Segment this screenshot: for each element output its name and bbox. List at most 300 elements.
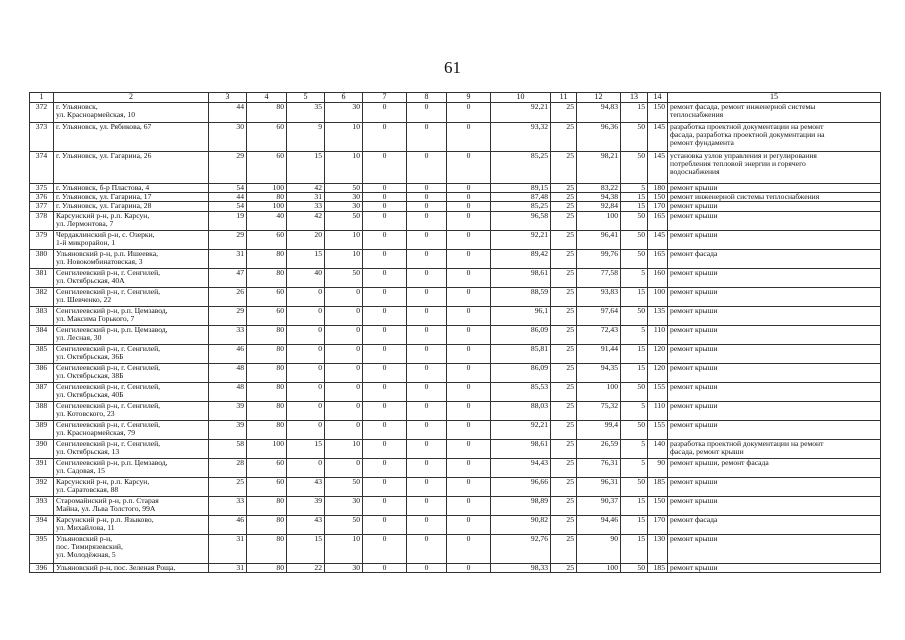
cell-col-8: 0: [407, 382, 447, 401]
column-number-4: 4: [247, 93, 287, 103]
cell-col-6: 50: [325, 268, 363, 287]
cell-col-6: 50: [325, 211, 363, 230]
cell-col-8: 0: [407, 325, 447, 344]
cell-col-13: 50: [621, 420, 648, 439]
cell-col-3: 58: [209, 439, 247, 458]
cell-col-11: 25: [551, 439, 577, 458]
cell-col-14: 145: [648, 123, 668, 152]
cell-col-10: 85,53: [491, 382, 551, 401]
cell-col-12: 72,43: [577, 325, 621, 344]
page-number: 61: [444, 58, 461, 77]
cell-col-8: 0: [407, 344, 447, 363]
table-row: [30, 184, 881, 193]
column-number-14: 14: [648, 93, 668, 103]
cell-col-4: 100: [247, 202, 287, 211]
cell-work-type: ремонт крыши: [668, 477, 881, 496]
cell-col-4: 60: [247, 306, 287, 325]
cell-col-14: 170: [648, 515, 668, 534]
column-number-2: 2: [54, 93, 209, 103]
table-row: [30, 477, 881, 496]
cell-col-6: 0: [325, 325, 363, 344]
cell-row-number: 382: [30, 287, 54, 306]
cell-col-8: 0: [407, 496, 447, 515]
cell-work-type: ремонт крыши: [668, 563, 881, 572]
cell-row-number: 376: [30, 193, 54, 202]
cell-col-6: 0: [325, 363, 363, 382]
cell-col-4: 80: [247, 363, 287, 382]
cell-col-14: 160: [648, 268, 668, 287]
cell-col-6: 10: [325, 249, 363, 268]
cell-col-9: 0: [447, 420, 491, 439]
cell-col-4: 80: [247, 382, 287, 401]
cell-col-9: 0: [447, 202, 491, 211]
cell-address: Чердаклинский р-н, с. Озерки, 1-й микрорайон, 1: [54, 230, 209, 249]
cell-row-number: 386: [30, 363, 54, 382]
cell-col-12: 99,4: [577, 420, 621, 439]
table-row: [30, 420, 881, 439]
cell-col-10: 98,61: [491, 439, 551, 458]
cell-col-3: 47: [209, 268, 247, 287]
cell-col-10: 88,03: [491, 401, 551, 420]
table-row: [30, 496, 881, 515]
column-number-row: [30, 93, 881, 103]
cell-col-7: 0: [363, 184, 407, 193]
cell-col-13: 15: [621, 103, 648, 123]
cell-address: Сенгилеевский р-н, р.п. Цемзавод, ул. Садовая, 15: [54, 458, 209, 477]
cell-col-8: 0: [407, 184, 447, 193]
cell-work-type: ремонт крыши: [668, 420, 881, 439]
cell-col-12: 94,38: [577, 193, 621, 202]
cell-col-12: 100: [577, 382, 621, 401]
cell-col-13: 5: [621, 401, 648, 420]
cell-col-7: 0: [363, 123, 407, 152]
cell-work-type: разработка проектной документации на ремонт фасада, ремонт крыши: [668, 439, 881, 458]
cell-col-3: 46: [209, 344, 247, 363]
cell-col-7: 0: [363, 202, 407, 211]
cell-col-14: 145: [648, 152, 668, 184]
cell-col-7: 0: [363, 306, 407, 325]
cell-row-number: 380: [30, 249, 54, 268]
cell-col-6: 30: [325, 496, 363, 515]
cell-row-number: 389: [30, 420, 54, 439]
cell-col-14: 120: [648, 363, 668, 382]
cell-col-5: 31: [287, 193, 325, 202]
cell-col-13: 50: [621, 152, 648, 184]
cell-col-8: 0: [407, 211, 447, 230]
cell-col-13: 50: [621, 477, 648, 496]
cell-col-9: 0: [447, 382, 491, 401]
cell-address: г. Ульяновск, ул. Гагарина, 26: [54, 152, 209, 184]
cell-col-13: 5: [621, 439, 648, 458]
cell-col-10: 87,48: [491, 193, 551, 202]
cell-col-4: 60: [247, 477, 287, 496]
cell-col-13: 5: [621, 458, 648, 477]
table-row: [30, 439, 881, 458]
table-row: [30, 152, 881, 184]
cell-col-5: 0: [287, 287, 325, 306]
cell-col-14: 135: [648, 306, 668, 325]
cell-col-7: 0: [363, 534, 407, 563]
cell-col-11: 25: [551, 230, 577, 249]
cell-col-11: 25: [551, 382, 577, 401]
cell-col-10: 86,09: [491, 363, 551, 382]
cell-col-4: 60: [247, 123, 287, 152]
cell-row-number: 390: [30, 439, 54, 458]
cell-col-5: 0: [287, 344, 325, 363]
cell-row-number: 375: [30, 184, 54, 193]
cell-col-4: 40: [247, 211, 287, 230]
cell-col-10: 92,21: [491, 230, 551, 249]
cell-col-11: 25: [551, 401, 577, 420]
cell-col-10: 89,15: [491, 184, 551, 193]
cell-address: Карсунский р-н, р.п. Карсун, ул. Лермонтова, 7: [54, 211, 209, 230]
table-row: [30, 306, 881, 325]
cell-col-12: 26,59: [577, 439, 621, 458]
cell-col-4: 100: [247, 184, 287, 193]
cell-col-11: 25: [551, 420, 577, 439]
table-row: [30, 211, 881, 230]
cell-col-12: 90,37: [577, 496, 621, 515]
cell-col-9: 0: [447, 268, 491, 287]
cell-work-type: разработка проектной документации на ремонт фасада, разработка проектной документации на ремонт фундамента: [668, 123, 881, 152]
cell-col-9: 0: [447, 563, 491, 572]
cell-col-8: 0: [407, 477, 447, 496]
cell-col-11: 25: [551, 268, 577, 287]
cell-col-5: 20: [287, 230, 325, 249]
cell-col-5: 15: [287, 249, 325, 268]
cell-col-3: 31: [209, 249, 247, 268]
cell-work-type: ремонт крыши: [668, 230, 881, 249]
cell-col-9: 0: [447, 496, 491, 515]
cell-col-8: 0: [407, 401, 447, 420]
cell-col-6: 10: [325, 439, 363, 458]
cell-col-13: 50: [621, 249, 648, 268]
cell-col-9: 0: [447, 123, 491, 152]
cell-work-type: ремонт фасада, ремонт инженерной системы теплоснабжения: [668, 103, 881, 123]
cell-col-11: 25: [551, 325, 577, 344]
cell-address: г. Ульяновск, ул. Гагарина, 28: [54, 202, 209, 211]
cell-col-10: 88,59: [491, 287, 551, 306]
cell-col-3: 29: [209, 152, 247, 184]
cell-col-3: 44: [209, 193, 247, 202]
cell-row-number: 387: [30, 382, 54, 401]
cell-col-3: 39: [209, 401, 247, 420]
column-number-9: 9: [447, 93, 491, 103]
cell-work-type: установка узлов управления и регулирования потребления тепловой энергии и горячего водоснабжения: [668, 152, 881, 184]
cell-col-12: 98,21: [577, 152, 621, 184]
cell-col-12: 94,35: [577, 363, 621, 382]
cell-col-3: 25: [209, 477, 247, 496]
cell-row-number: 383: [30, 306, 54, 325]
cell-col-13: 50: [621, 382, 648, 401]
cell-col-5: 0: [287, 325, 325, 344]
cell-col-13: 50: [621, 306, 648, 325]
cell-col-5: 40: [287, 268, 325, 287]
cell-address: г. Ульяновск, ул. Гагарина, 17: [54, 193, 209, 202]
cell-col-14: 170: [648, 202, 668, 211]
cell-address: Сенгилеевский р-н, г. Сенгилей, ул. Котовского, 23: [54, 401, 209, 420]
cell-col-3: 29: [209, 230, 247, 249]
cell-work-type: ремонт фасада: [668, 515, 881, 534]
cell-col-4: 80: [247, 420, 287, 439]
cell-col-8: 0: [407, 439, 447, 458]
cell-col-4: 80: [247, 401, 287, 420]
table-row: [30, 401, 881, 420]
cell-col-9: 0: [447, 184, 491, 193]
cell-col-8: 0: [407, 202, 447, 211]
cell-col-3: 26: [209, 287, 247, 306]
cell-col-12: 96,36: [577, 123, 621, 152]
cell-col-13: 50: [621, 211, 648, 230]
cell-col-3: 54: [209, 202, 247, 211]
cell-col-10: 98,33: [491, 563, 551, 572]
cell-row-number: 391: [30, 458, 54, 477]
table-row: [30, 249, 881, 268]
cell-col-3: 28: [209, 458, 247, 477]
cell-col-13: 15: [621, 193, 648, 202]
cell-col-10: 98,89: [491, 496, 551, 515]
cell-col-11: 25: [551, 287, 577, 306]
cell-col-14: 110: [648, 401, 668, 420]
cell-col-7: 0: [363, 458, 407, 477]
cell-col-8: 0: [407, 193, 447, 202]
cell-col-10: 89,42: [491, 249, 551, 268]
cell-col-12: 83,22: [577, 184, 621, 193]
cell-col-6: 10: [325, 534, 363, 563]
column-number-6: 6: [325, 93, 363, 103]
cell-row-number: 385: [30, 344, 54, 363]
cell-col-3: 33: [209, 325, 247, 344]
cell-address: Сенгилеевский р-н, г. Сенгилей, ул. Октябрьская, 36Б: [54, 344, 209, 363]
cell-col-8: 0: [407, 268, 447, 287]
cell-address: Сенгилеевский р-н, г. Сенгилей, ул. Октябрьская, 40Б: [54, 382, 209, 401]
cell-col-11: 25: [551, 202, 577, 211]
cell-work-type: ремонт фасада: [668, 249, 881, 268]
cell-address: г. Ульяновск, ул. Рябикова, 67: [54, 123, 209, 152]
cell-col-3: 29: [209, 306, 247, 325]
cell-col-7: 0: [363, 211, 407, 230]
cell-col-7: 0: [363, 420, 407, 439]
cell-col-10: 85,25: [491, 202, 551, 211]
table-row: [30, 325, 881, 344]
cell-col-3: 54: [209, 184, 247, 193]
cell-col-11: 25: [551, 563, 577, 572]
cell-address: Ульяновский р-н, р.п. Ишеевка, ул. Новокомбинатовская, 3: [54, 249, 209, 268]
cell-col-10: 96,58: [491, 211, 551, 230]
cell-col-6: 0: [325, 344, 363, 363]
cell-work-type: ремонт крыши: [668, 382, 881, 401]
cell-col-7: 0: [363, 193, 407, 202]
cell-col-12: 99,76: [577, 249, 621, 268]
cell-col-10: 94,43: [491, 458, 551, 477]
cell-col-5: 22: [287, 563, 325, 572]
cell-work-type: ремонт крыши, ремонт фасада: [668, 458, 881, 477]
cell-col-5: 9: [287, 123, 325, 152]
cell-col-14: 185: [648, 563, 668, 572]
cell-col-4: 80: [247, 563, 287, 572]
cell-col-8: 0: [407, 515, 447, 534]
cell-work-type: ремонт крыши: [668, 287, 881, 306]
cell-col-4: 60: [247, 230, 287, 249]
table-row: [30, 458, 881, 477]
cell-col-9: 0: [447, 211, 491, 230]
cell-row-number: 372: [30, 103, 54, 123]
cell-col-13: 50: [621, 563, 648, 572]
cell-col-12: 77,58: [577, 268, 621, 287]
cell-work-type: ремонт крыши: [668, 202, 881, 211]
cell-col-12: 91,44: [577, 344, 621, 363]
cell-col-4: 80: [247, 344, 287, 363]
cell-col-8: 0: [407, 306, 447, 325]
cell-col-12: 97,64: [577, 306, 621, 325]
cell-col-14: 150: [648, 193, 668, 202]
table-body: [30, 103, 881, 573]
cell-col-13: 5: [621, 325, 648, 344]
cell-row-number: 384: [30, 325, 54, 344]
cell-col-8: 0: [407, 152, 447, 184]
cell-col-10: 93,32: [491, 123, 551, 152]
column-number-3: 3: [209, 93, 247, 103]
cell-row-number: 377: [30, 202, 54, 211]
cell-col-7: 0: [363, 287, 407, 306]
cell-col-7: 0: [363, 230, 407, 249]
cell-col-7: 0: [363, 401, 407, 420]
cell-row-number: 392: [30, 477, 54, 496]
table-row: [30, 230, 881, 249]
cell-col-3: 44: [209, 103, 247, 123]
cell-col-4: 80: [247, 268, 287, 287]
cell-col-13: 15: [621, 496, 648, 515]
cell-col-4: 60: [247, 152, 287, 184]
cell-col-8: 0: [407, 420, 447, 439]
cell-col-9: 0: [447, 363, 491, 382]
cell-col-8: 0: [407, 287, 447, 306]
cell-col-11: 25: [551, 103, 577, 123]
cell-col-12: 75,32: [577, 401, 621, 420]
cell-col-5: 0: [287, 306, 325, 325]
cell-address: Ульяновский р-н, пос. Тимирязевский, ул. Молодёжная, 5: [54, 534, 209, 563]
cell-col-13: 15: [621, 344, 648, 363]
cell-col-4: 80: [247, 193, 287, 202]
cell-row-number: 393: [30, 496, 54, 515]
cell-row-number: 381: [30, 268, 54, 287]
cell-col-14: 110: [648, 325, 668, 344]
cell-col-14: 130: [648, 534, 668, 563]
cell-col-10: 92,21: [491, 103, 551, 123]
cell-col-5: 0: [287, 420, 325, 439]
cell-col-7: 0: [363, 382, 407, 401]
cell-work-type: ремонт крыши: [668, 534, 881, 563]
cell-col-3: 48: [209, 363, 247, 382]
cell-address: Ульяновский р-н, пос. Зеленая Роща,: [54, 563, 209, 572]
cell-address: Сенгилеевский р-н, р.п. Цемзавод, ул. Максима Горького, 7: [54, 306, 209, 325]
cell-col-9: 0: [447, 439, 491, 458]
cell-col-11: 25: [551, 534, 577, 563]
cell-col-5: 42: [287, 184, 325, 193]
cell-col-6: 0: [325, 287, 363, 306]
cell-col-11: 25: [551, 363, 577, 382]
cell-work-type: ремонт крыши: [668, 344, 881, 363]
cell-col-5: 15: [287, 439, 325, 458]
cell-col-8: 0: [407, 563, 447, 572]
table-row: [30, 363, 881, 382]
cell-col-13: 50: [621, 230, 648, 249]
cell-col-7: 0: [363, 439, 407, 458]
cell-col-12: 94,46: [577, 515, 621, 534]
cell-work-type: ремонт инженерной системы теплоснабжения: [668, 193, 881, 202]
table-row: [30, 534, 881, 563]
cell-col-11: 25: [551, 249, 577, 268]
cell-address: Сенгилеевский р-н, г. Сенгилей, ул. Октябрьская, 40А: [54, 268, 209, 287]
cell-col-14: 145: [648, 230, 668, 249]
cell-row-number: 374: [30, 152, 54, 184]
table-row: [30, 103, 881, 123]
cell-address: Карсунский р-н, р.п. Языково, ул. Михайлова, 11: [54, 515, 209, 534]
cell-col-10: 86,09: [491, 325, 551, 344]
table-row: [30, 563, 881, 572]
cell-col-6: 50: [325, 515, 363, 534]
cell-col-8: 0: [407, 103, 447, 123]
column-number-1: 1: [30, 93, 54, 103]
cell-col-8: 0: [407, 458, 447, 477]
cell-col-14: 120: [648, 344, 668, 363]
column-number-7: 7: [363, 93, 407, 103]
cell-col-3: 19: [209, 211, 247, 230]
table-row: [30, 382, 881, 401]
cell-col-11: 25: [551, 344, 577, 363]
cell-col-7: 0: [363, 477, 407, 496]
cell-col-10: 85,25: [491, 152, 551, 184]
cell-col-11: 25: [551, 477, 577, 496]
cell-col-5: 35: [287, 103, 325, 123]
cell-work-type: ремонт крыши: [668, 325, 881, 344]
cell-col-14: 90: [648, 458, 668, 477]
cell-col-11: 25: [551, 306, 577, 325]
cell-col-5: 33: [287, 202, 325, 211]
cell-col-11: 25: [551, 123, 577, 152]
cell-col-6: 30: [325, 103, 363, 123]
cell-col-8: 0: [407, 534, 447, 563]
cell-col-4: 80: [247, 496, 287, 515]
cell-col-3: 30: [209, 123, 247, 152]
cell-col-8: 0: [407, 123, 447, 152]
cell-col-11: 25: [551, 515, 577, 534]
cell-col-10: 96,66: [491, 477, 551, 496]
cell-col-8: 0: [407, 363, 447, 382]
cell-col-12: 76,31: [577, 458, 621, 477]
cell-work-type: ремонт крыши: [668, 184, 881, 193]
cell-col-12: 100: [577, 563, 621, 572]
cell-col-11: 25: [551, 211, 577, 230]
cell-col-13: 5: [621, 184, 648, 193]
cell-col-7: 0: [363, 496, 407, 515]
cell-col-12: 96,31: [577, 477, 621, 496]
cell-col-4: 80: [247, 249, 287, 268]
cell-col-9: 0: [447, 306, 491, 325]
cell-work-type: ремонт крыши: [668, 268, 881, 287]
cell-address: Сенгилеевский р-н, г. Сенгилей, ул. Шевченко, 22: [54, 287, 209, 306]
cell-col-6: 10: [325, 152, 363, 184]
cell-work-type: ремонт крыши: [668, 401, 881, 420]
cell-col-9: 0: [447, 249, 491, 268]
cell-col-10: 96,1: [491, 306, 551, 325]
column-number-11: 11: [551, 93, 577, 103]
cell-col-7: 0: [363, 268, 407, 287]
cell-col-5: 42: [287, 211, 325, 230]
cell-col-5: 43: [287, 515, 325, 534]
cell-col-14: 165: [648, 249, 668, 268]
cell-work-type: ремонт крыши: [668, 496, 881, 515]
